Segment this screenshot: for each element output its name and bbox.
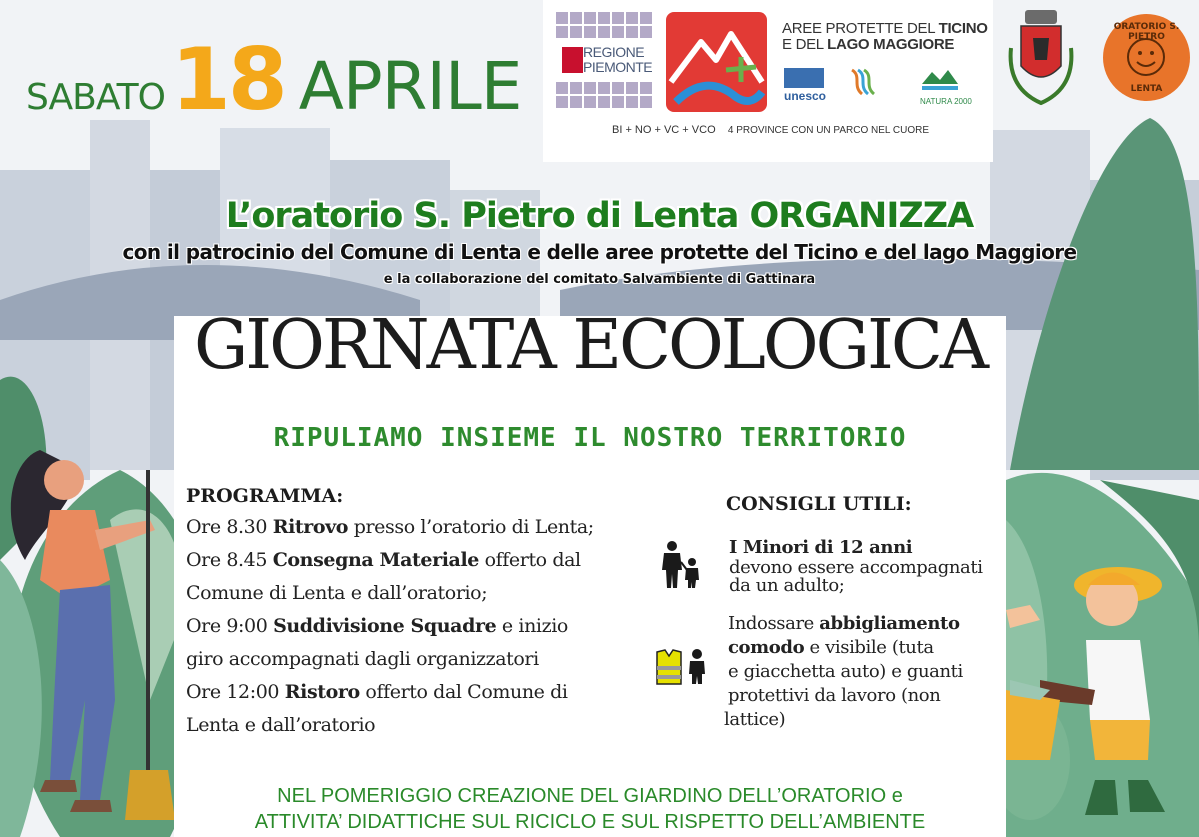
adult-child-icon — [656, 540, 704, 590]
park-logo — [666, 12, 767, 112]
smiley-icon — [1123, 34, 1170, 81]
afternoon-activity-line: NEL POMERIGGIO CREAZIONE DEL GIARDINO DELL’ORATORIO e — [277, 785, 903, 807]
programma-line: Lenta e dall’oratorio — [186, 714, 376, 736]
programma-line: Ore 8.30 Ritrovo presso l’oratorio di Lenta; — [186, 516, 594, 538]
programma-line: Comune di Lenta e dall’oratorio; — [186, 582, 488, 604]
natura-label: NATURA 2000 — [920, 97, 972, 106]
programma-line: Ore 12:00 Ristoro offerto dal Comune di — [186, 681, 568, 703]
provinces-tagline: 4 PROVINCE CON UN PARCO NEL CUORE — [727, 125, 930, 136]
aree-protette-title — [782, 21, 988, 53]
unesco-label: unesco — [784, 89, 827, 103]
aree-lago: LAGO MAGGIORE — [827, 36, 955, 53]
piemonte-flag-icon — [561, 46, 585, 74]
consiglio-abbigliamento-line: Indossare abbigliamento — [728, 613, 960, 634]
aree-line1: AREE PROTETTE DEL — [782, 20, 939, 37]
consiglio-abbigliamento-line: protettivi da lavoro (non — [728, 685, 941, 706]
programma-line: giro accompagnati dagli organizzatori — [186, 648, 539, 670]
consiglio-abbigliamento-line: lattice) — [724, 709, 786, 730]
programma-line: Ore 8.45 Consegna Materiale offerto dal — [186, 549, 581, 571]
provinces-line — [612, 124, 929, 136]
date-month: APRILE — [298, 48, 522, 125]
organizer-title: L’oratorio S. Pietro di Lenta ORGANIZZA — [225, 196, 974, 236]
date-number: 18 — [171, 30, 285, 130]
oratorio-logo-top-text: ORATORIO S. PIETRO — [1113, 22, 1180, 42]
oratorio-san-pietro-logo — [1103, 14, 1190, 101]
consiglio-abbigliamento-line: e giacchetta auto) e guanti — [728, 661, 963, 682]
event-title: GIORNATA ECOLOGICA — [193, 306, 986, 385]
oratorio-logo-bottom-text: LENTA — [1130, 84, 1163, 94]
consigli-heading: CONSIGLI UTILI: — [726, 493, 912, 515]
comune-di-lenta-crest — [1003, 8, 1079, 108]
date-day: SABATO — [26, 77, 166, 118]
partner-logos — [782, 66, 987, 110]
programma-line: Ore 9:00 Suddivisione Squadre e inizio — [186, 615, 568, 637]
provinces-list: BI + NO + VC + VCO — [612, 124, 716, 136]
consiglio-minori-title: I Minori di 12 anni — [729, 537, 913, 558]
regione-label: REGIONE PIEMONTE — [583, 45, 659, 75]
safety-vest-icon — [655, 648, 709, 686]
consiglio-minori-line: devono essere accompagnati — [729, 557, 983, 578]
consiglio-minori-line: da un adulto; — [729, 575, 845, 596]
afternoon-activity-line: ATTIVITA’ DIDATTICHE SUL RICICLO E SUL RISPETTO DELL’AMBIENTE — [254, 811, 926, 833]
aree-line2: E DEL — [782, 36, 828, 53]
programma-heading: PROGRAMMA: — [186, 485, 344, 507]
patronage-line: con il patrocinio del Comune di Lenta e delle aree protette del Ticino e del lago Maggiore — [122, 240, 1077, 264]
event-slogan: RIPULIAMO INSIEME IL NOSTRO TERRITORIO — [273, 423, 907, 453]
event-date — [26, 30, 522, 130]
collaboration-line: e la collaborazione del comitato Salvambiente di Gattinara — [383, 272, 816, 287]
consiglio-abbigliamento-line: comodo e visibile (tuta — [728, 637, 934, 658]
aree-ticino: TICINO — [938, 20, 988, 37]
